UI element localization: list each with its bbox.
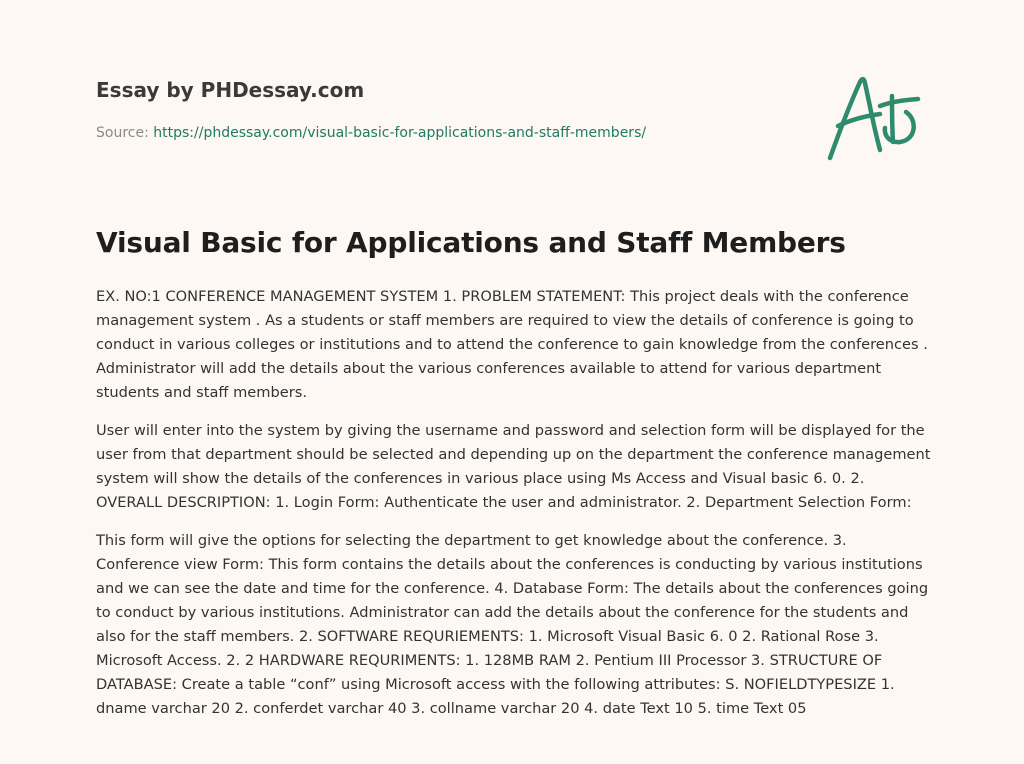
a-plus-grade-icon: [824, 70, 928, 164]
article-paragraph: This form will give the options for selecting the department to get knowledge about the conference. 3. Conference view Form: This form contains the details about the conferences is conducting by various institutions and we can see the date and time for the conference. 4. Database Form: The details about the conferences going to conduct by various institutions. Administrator can add the details about the conference for the students and also for the staff members. 2. SOFTWARE REQURIEMENTS: 1. Microsoft Visual Basic 6. 0 2. Rational Rose 3. Microsoft Access. 2. 2 HARDWARE REQURIMENTS: 1. 128MB RAM 2. Pentium III Processor 3. STRUCTURE OF DATABASE: Create a table “conf” using Microsoft access with the following attributes: S. NOFIELDTYPESIZE 1. dname varchar 20 2. conferdet varchar 40 3. collname varchar 20 4. date Text 10 5. time Text 05: [96, 532, 929, 717]
article-title: Visual Basic for Applications and Staff Members: [96, 226, 846, 259]
article-paragraph: User will enter into the system by giving the username and password and selection form will be displayed for the user from that department should be selected and depending up on the department the conference management system will show the details of the conferences in various place using Ms Access and Visual basic 6. 0. 2. OVERALL DESCRIPTION: 1. Login Form: Authenticate the user and administrator. 2. Department Selection Form:: [96, 422, 931, 511]
source-label: Source:: [96, 125, 149, 141]
article-body: [96, 285, 932, 735]
source-line: [96, 125, 646, 141]
source-link[interactable]: https://phdessay.com/visual-basic-for-applications-and-staff-members/: [153, 125, 647, 141]
site-brand: Essay by PHDessay.com: [96, 78, 365, 102]
article-paragraph: EX. NO:1 CONFERENCE MANAGEMENT SYSTEM 1. PROBLEM STATEMENT: This project deals with the conference management system . As a students or staff members are required to view the details of conference is going to conduct in various colleges or institutions and to attend the conference to gain knowledge from the conferences . Administrator will add the details about the various conferences available to attend for various department students and staff members.: [96, 288, 928, 401]
